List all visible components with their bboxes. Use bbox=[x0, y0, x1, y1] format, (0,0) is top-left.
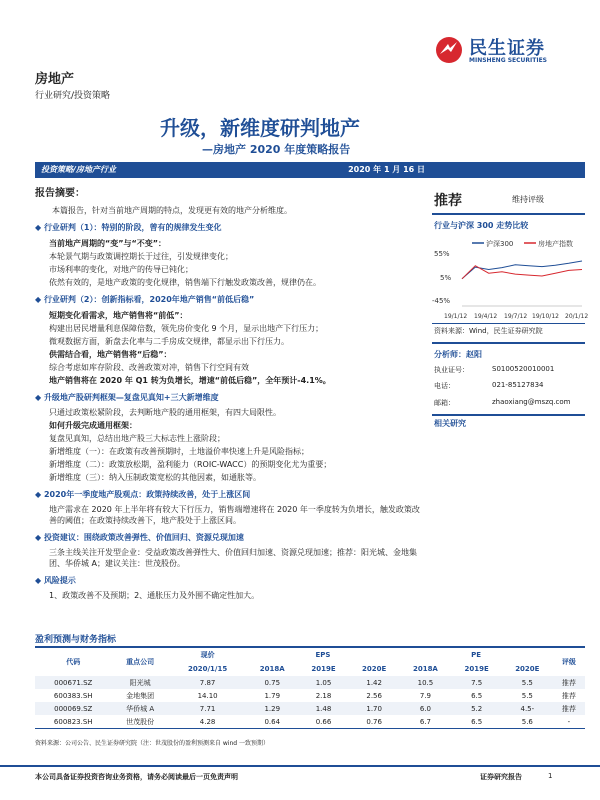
x-tick-label: 19/7/12 bbox=[504, 313, 528, 320]
x-tick-label: 19/10/12 bbox=[532, 313, 559, 320]
table-row bbox=[35, 676, 585, 689]
column-header: 2018A bbox=[259, 665, 285, 673]
legend-hs300 bbox=[472, 239, 513, 248]
table-row bbox=[35, 702, 585, 715]
section-title: 风险提示 bbox=[43, 576, 76, 585]
category-label: 投资策略/房地产行业 bbox=[41, 165, 116, 174]
paragraph: 新增维度（三）：纳入压制政策宽松的其他因素，如通胀等。 bbox=[49, 473, 261, 482]
email-value[interactable]: zhaoxiang@mszq.com bbox=[492, 398, 571, 406]
table-cell: 7.9 bbox=[419, 691, 431, 700]
table-cell: - bbox=[567, 717, 571, 726]
table-cell: 1.42 bbox=[349, 676, 400, 689]
paragraph: 三条主线关注开发型企业：受益政策改善弹性大、价值回归加速、资源兑现加速；推荐：阳光城、金地集团、华侨城 A；建议关注：世茂股份。 bbox=[49, 548, 417, 568]
page-number: 1 bbox=[548, 772, 553, 780]
table-cell: 0.64 bbox=[264, 717, 281, 726]
y-tick-label: -45% bbox=[432, 297, 451, 305]
paragraph: 新增维度（一）：在政策有改善预期时，土地溢价率快速上升是风险指标； bbox=[49, 447, 309, 456]
column-header: 2019E bbox=[311, 665, 336, 673]
brand-logo bbox=[435, 34, 585, 70]
paragraph: 市场利率的变化，对地产的传导已钝化； bbox=[49, 265, 193, 274]
x-tick-label: 20/1/12 bbox=[565, 313, 589, 320]
financial-table bbox=[35, 646, 585, 729]
bullet-icon: ◆ bbox=[35, 576, 44, 585]
section-title: 行业研判（1）：特别的阶段，曾有的规律发生变化 bbox=[43, 223, 222, 232]
group-header: PE bbox=[471, 651, 482, 659]
paragraph: 地产需求在 2020 年上半年将有较大下行压力，销售端增速将在 2020 年一季度转为负增长，触发政策改善的阈值；在政策持续改善下，地产股处于上涨区间。 bbox=[49, 505, 420, 525]
brand-name: 民生证券 bbox=[469, 38, 545, 59]
table-cell: 7.71 bbox=[169, 702, 246, 715]
bullet-icon: ◆ bbox=[35, 490, 44, 499]
x-tick-label: 19/1/12 bbox=[444, 313, 468, 320]
series-line-hs300 bbox=[462, 261, 582, 279]
summary-body bbox=[35, 220, 420, 601]
table-cell: 0.75 bbox=[246, 676, 298, 689]
paragraph: 依然有效的，是地产政策的变化规律，销售端下行触发政策改善，规律仍在。 bbox=[49, 278, 321, 287]
table-row bbox=[35, 715, 585, 728]
column-header: 2020/1/15 bbox=[187, 665, 228, 673]
x-tick-label: 19/4/12 bbox=[474, 313, 498, 320]
table-cell: 推荐 bbox=[553, 702, 585, 715]
table-cell: 4.5- bbox=[502, 702, 553, 715]
summary-intro: 本篇报告，针对当前地产周期的特点，发现更有效的地产分析维度。 bbox=[52, 206, 292, 215]
rating-label: 推荐 bbox=[434, 193, 462, 209]
table-cell: 600823.SH bbox=[53, 717, 93, 726]
footer-disclaimer: 本公司具备证券投资咨询业务资格，请务必阅读最后一页免责声明 bbox=[35, 773, 238, 781]
report-date: 2020 年 1 月 16 日 bbox=[348, 165, 425, 174]
analyst-name: 分析师：赵阳 bbox=[434, 350, 482, 359]
table-cell: 1.48 bbox=[298, 702, 349, 715]
table-cell: 600383.SH bbox=[53, 691, 93, 700]
report-type: 行业研究/投资策略 bbox=[35, 91, 111, 101]
column-header: 重点公司 bbox=[126, 658, 155, 666]
paragraph: 本轮景气期与政策调控期长于过往，引发规律变化； bbox=[49, 252, 233, 261]
chart-source: 资料来源：Wind，民生证券研究院 bbox=[434, 327, 543, 335]
bullet-icon: ◆ bbox=[35, 533, 44, 542]
subheading: 短期变化看需求，地产销售将“前低”： bbox=[49, 311, 188, 320]
table-cell: 1.05 bbox=[298, 676, 349, 689]
table-cell: 阳光城 bbox=[111, 676, 168, 689]
paragraph: 只通过政策松紧阶段，去判断地产股的通用框架，有四大局限性。 bbox=[49, 408, 281, 417]
subheading: 如何升级完成通用框架： bbox=[49, 421, 137, 430]
table-cell: 推荐 bbox=[553, 676, 585, 689]
legend-property bbox=[524, 239, 573, 248]
page-subtitle: —房地产 2020 年度策略报告 bbox=[202, 143, 351, 156]
phone-label: 电话： bbox=[434, 382, 455, 390]
table-cell: 0.76 bbox=[366, 717, 382, 726]
table-cell: 5.5 bbox=[502, 676, 553, 689]
table-cell: 1.29 bbox=[246, 702, 298, 715]
table-cell: 0.66 bbox=[315, 717, 332, 726]
column-header: 2020E bbox=[515, 665, 540, 673]
paragraph: 地产销售将在 2020 年 Q1 转为负增长，增速“前低后稳”，全年预计-4.1%。 bbox=[49, 376, 331, 385]
legend-label: 房地产指数 bbox=[538, 240, 573, 248]
chart-title: 行业与沪深 300 走势比较 bbox=[434, 221, 529, 230]
trend-chart bbox=[432, 236, 589, 321]
table-cell: 14.10 bbox=[197, 691, 218, 700]
table-cell: 6.5 bbox=[471, 691, 483, 700]
sidebar bbox=[432, 184, 589, 444]
paragraph: 综合考虑如库存阶段、改善政策对冲，销售下行空间有效 bbox=[49, 363, 249, 372]
paragraph: 复盘见真知，总结出地产股三大标志性上涨阶段； bbox=[49, 434, 225, 443]
column-header: 2019E bbox=[464, 665, 489, 673]
paragraph: 新增维度（二）：政策放松期，盈利能力（ROIC-WACC）的预期变化尤为重要； bbox=[49, 460, 332, 469]
table-cell: 1.79 bbox=[264, 691, 281, 700]
legend-label: 沪深300 bbox=[486, 240, 514, 248]
y-tick-label: 55% bbox=[434, 250, 450, 258]
group-header: 现价 bbox=[200, 651, 215, 659]
table-cell: 2.18 bbox=[315, 691, 332, 700]
rating-value: 维持评级 bbox=[512, 195, 544, 204]
section-title: 投资建议：围绕政策改善弹性、价值回归、资源兑现加速 bbox=[43, 533, 244, 542]
cert-label: 执业证号： bbox=[434, 366, 469, 374]
table-cell: 7.5 bbox=[451, 676, 502, 689]
bullet-icon: ◆ bbox=[35, 393, 44, 402]
category-bar bbox=[35, 162, 585, 178]
subheading: 当前地产周期的“变”与“不变”： bbox=[49, 239, 167, 248]
section-title: 升级地产股研判框架—复盘见真知+三大新增维度 bbox=[43, 393, 219, 402]
table-cell: 世茂股份 bbox=[126, 717, 155, 726]
table-cell: 华侨城 A bbox=[111, 702, 168, 715]
table-source: 资料来源：公司公告、民生证券研究院（注：世茂股份的盈利预测来自 wind 一致预期） bbox=[35, 740, 270, 747]
y-tick-label: 5% bbox=[440, 274, 452, 282]
table-row bbox=[35, 689, 585, 702]
table-cell: 6.7 bbox=[419, 717, 431, 726]
column-header: 代码 bbox=[66, 658, 81, 666]
column-header: 2018A bbox=[412, 665, 438, 673]
table-cell: 000671.SZ bbox=[35, 676, 111, 689]
paragraph: 1、政策改善不及预期；2、通胀压力及外围不确定性加大。 bbox=[49, 591, 260, 600]
table-cell: 6.5 bbox=[471, 717, 483, 726]
paragraph: 微观数据方面，新盘去化率与二手房成交规律，都显示出下行压力。 bbox=[49, 337, 289, 346]
table-cell: 000069.SZ bbox=[35, 702, 111, 715]
table-cell: 推荐 bbox=[561, 691, 576, 700]
email-label: 邮箱： bbox=[434, 399, 455, 407]
footer-name: 证券研究报告 bbox=[480, 773, 522, 781]
table-cell: 4.28 bbox=[199, 717, 216, 726]
table-cell: 金地集团 bbox=[126, 691, 155, 700]
subheading: 供需结合看，地产销售将“后稳”： bbox=[49, 350, 172, 359]
table-cell: 5.2 bbox=[451, 702, 502, 715]
logo-mark-icon bbox=[435, 36, 463, 64]
table-cell: 5.5 bbox=[521, 691, 533, 700]
paragraph: 构建出居民增量利息保障倍数，领先房价变化 9 个月，显示出地产下行压力； bbox=[49, 324, 324, 333]
table-cell: 10.5 bbox=[400, 676, 452, 689]
section-title: 行业研判（2）：创新指标看，2020年地产销售“前低后稳” bbox=[43, 295, 255, 304]
bullet-icon: ◆ bbox=[35, 223, 44, 232]
page-title: 升级，新维度研判地产 bbox=[160, 116, 360, 140]
phone-value: 021-85127834 bbox=[492, 381, 544, 389]
table-cell: 2.56 bbox=[366, 691, 382, 700]
group-header: 评级 bbox=[561, 658, 576, 666]
table-cell: 7.87 bbox=[169, 676, 246, 689]
sector-label: 房地产 bbox=[35, 72, 75, 87]
section-title: 2020年一季度地产股观点：政策持续改善，处于上涨区间 bbox=[43, 490, 251, 499]
group-header: EPS bbox=[315, 651, 331, 659]
related-research: 相关研究 bbox=[434, 419, 466, 428]
table-title: 盈利预测与财务指标 bbox=[35, 635, 117, 645]
table-cell: 1.70 bbox=[349, 702, 400, 715]
bullet-icon: ◆ bbox=[35, 295, 44, 304]
cert-value: S0100520010001 bbox=[492, 365, 555, 373]
table-cell: 5.6 bbox=[521, 717, 533, 726]
table-cell: 6.0 bbox=[400, 702, 452, 715]
column-header: 2020E bbox=[362, 665, 387, 673]
summary-heading: 报告摘要： bbox=[35, 188, 85, 199]
brand-name-en: MINSHENG SECURITIES bbox=[469, 57, 547, 64]
